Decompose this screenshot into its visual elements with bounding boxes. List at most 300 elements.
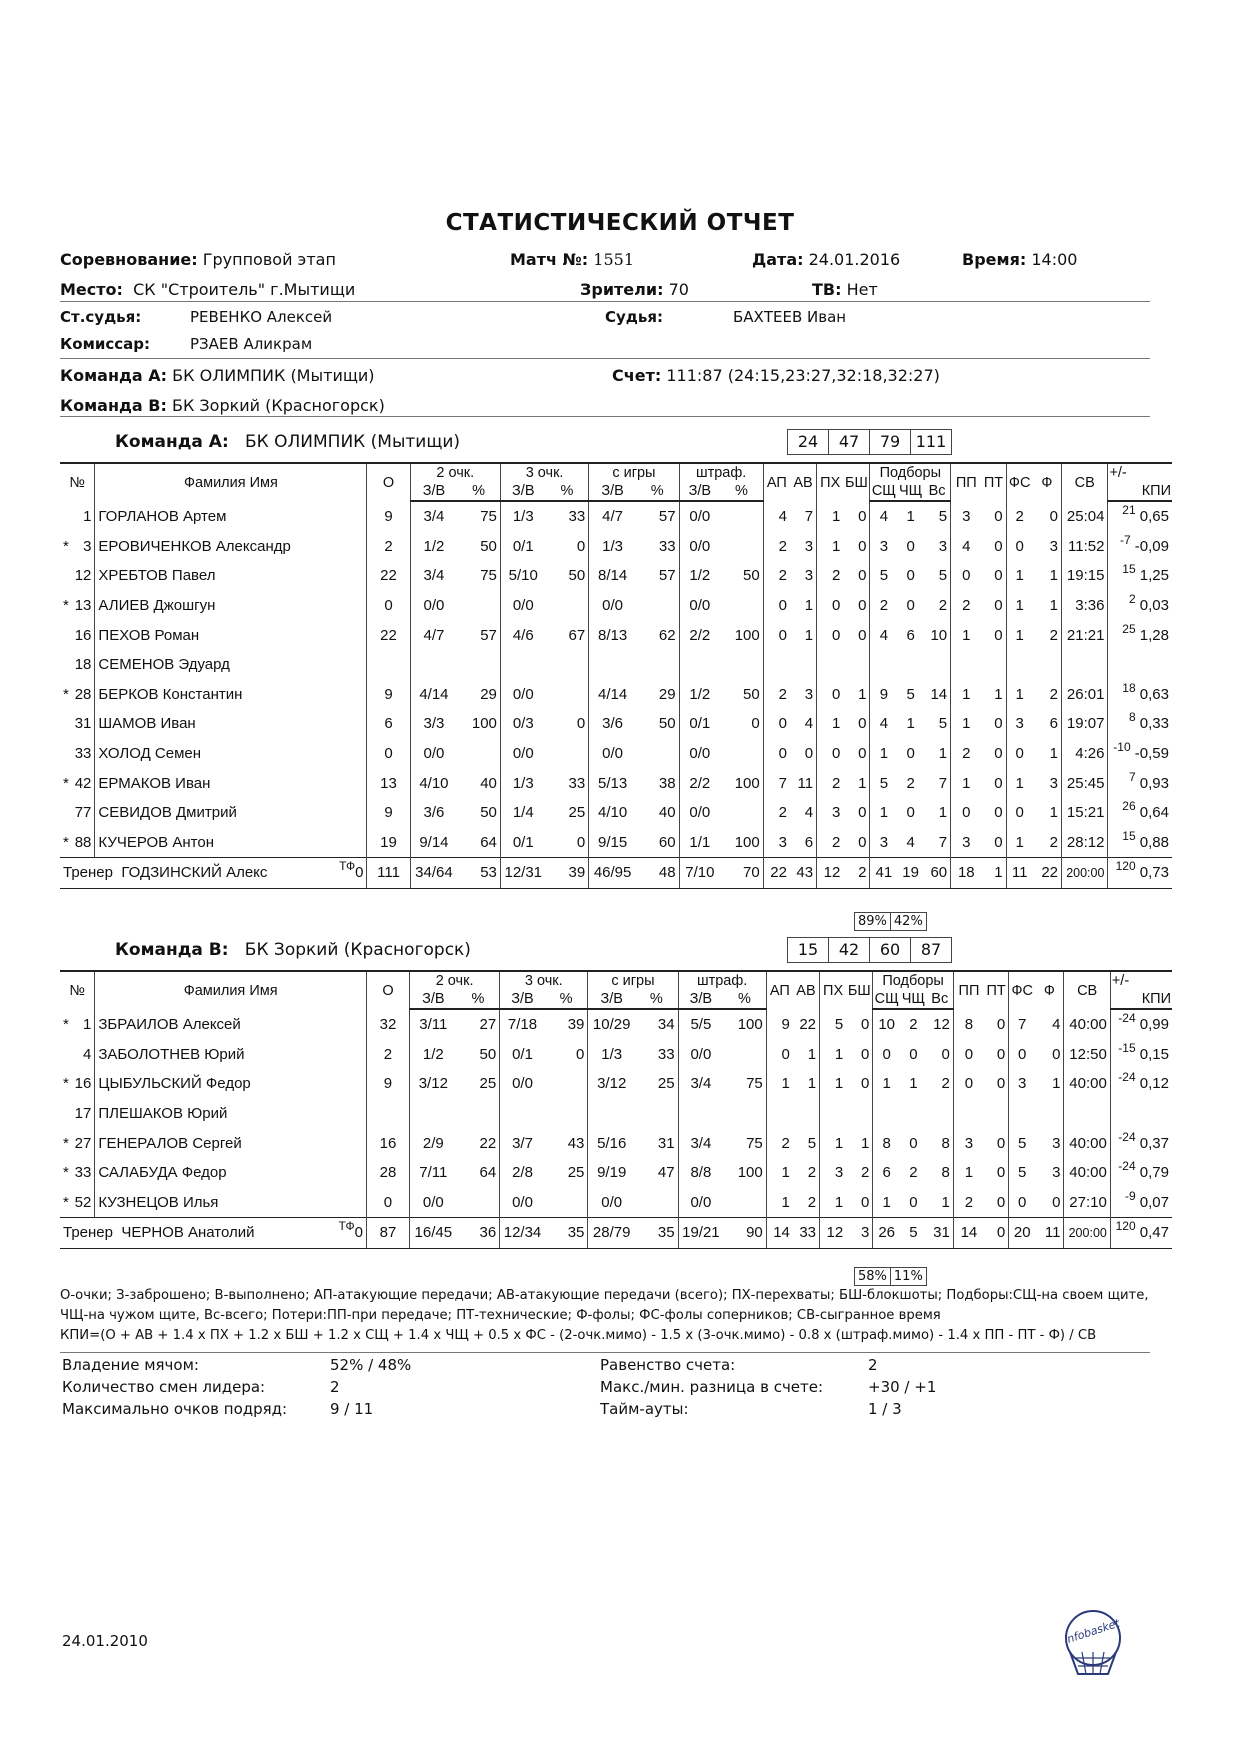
col-num: № [60,463,95,501]
two-pt: 0/0 [410,739,457,769]
two-pt-pct: 75 [480,567,497,585]
coach-cell [60,1218,366,1249]
kpi: 0,12 [1139,1075,1169,1093]
table-row [60,1040,1172,1070]
plus-minus-kpi [1108,709,1172,739]
table-row [60,739,1172,769]
two-pt: 4/14 [410,680,457,710]
two-pt-pct: 40 [480,774,497,792]
two-pt: 2/9 [410,1128,457,1158]
col-ast-total: АВ [790,463,817,501]
col-pts: О [366,971,409,1009]
turnovers-tech: 0 [996,1045,1006,1063]
col-to-pass: ПП [953,971,984,1009]
steals: 5 [820,1009,847,1040]
blocks: 0 [858,537,867,555]
two-pt: 1/2 [410,532,457,562]
assists-total: 2 [807,1193,817,1211]
starter-mark: * [63,1075,69,1093]
free-throws: 0/0 [679,739,720,769]
coach-name: ЧЕРНОВ Анатолий [121,1224,255,1242]
col-to-pass: ПП [951,463,982,501]
three-pt-pct: 39 [567,1016,585,1034]
field-goals-pct: 40 [658,804,676,822]
reb-off: 2 [909,1164,918,1182]
reb-off: 4 [906,833,915,851]
blocks: 0 [858,833,867,851]
blocks [846,1099,873,1129]
turnovers-pass: 2 [953,1188,984,1218]
total-field-goals-pct: 48 [636,858,679,889]
blocks: 0 [860,1193,870,1211]
field-goals: 5/13 [589,768,636,798]
three-pt-pct [545,1069,588,1099]
points: 9 [366,1069,409,1099]
assists: 4 [763,501,790,532]
two-pt-pct: 100 [471,715,497,733]
assists-total: 3 [804,537,814,555]
field-goals-pct: 34 [657,1016,675,1034]
col-blk: БШ [843,463,870,501]
team-b-title-name: БК Зоркий (Красногорск) [244,940,471,960]
points: 22 [367,620,410,650]
place-value: СК "Строитель" г.Мытищи [133,280,356,299]
footer-date: 24.01.2010 [62,1632,148,1650]
table-row [60,709,1172,739]
table-row [60,501,1172,532]
free-throws [679,650,720,680]
turnovers-tech: 0 [994,745,1003,763]
player-name: КУЧЕРОВ Антон [95,828,367,858]
col-reb-def: СЩ [871,483,896,499]
points: 22 [367,561,410,591]
fouls: 2 [1049,833,1058,851]
assists-total: 3 [804,567,814,585]
fouls-drawn: 1 [1006,680,1033,710]
starter-mark: * [63,537,69,555]
reb-def [873,1099,900,1129]
reb-def: 6 [873,1158,900,1188]
fouls: 1 [1052,1075,1061,1093]
legend-line: ЧЩ-на чужом щите, Вс-всего; Потери:ПП-при передаче; ПТ-технические; Ф-фолы; ФС-фолы соперников; СВ-сыгранное время [60,1308,941,1323]
assists-total: 1 [807,1045,817,1063]
fouls: 1 [1049,597,1058,615]
max-diff-value: +30 / +1 [868,1378,937,1396]
field-goals: 5/16 [588,1128,635,1158]
steals: 1 [817,532,844,562]
fouls-drawn: 3 [1009,1069,1036,1099]
field-goals: 1/3 [588,1040,635,1070]
two-pt [410,1099,457,1129]
two-pt-pct: 29 [480,685,497,703]
total-three-pt: 12/31 [500,858,545,889]
col-reb-def: СЩ [874,991,899,1007]
player-name: СЕМЕНОВ Эдуард [95,650,367,680]
field-goals-pct [636,591,679,621]
total-turnovers-tech: 1 [981,858,1006,889]
kpi: 0,15 [1139,1045,1169,1063]
three-pt-pct [546,739,589,769]
total-field-goals-pct: 35 [635,1218,678,1249]
kpi: 0,99 [1139,1016,1169,1034]
three-pt-pct [545,1188,588,1218]
assists-total: 3 [804,685,814,703]
quarter-score: 79 [869,429,911,455]
field-goals: 9/15 [589,828,636,858]
reb-def: 0 [873,1040,900,1070]
team-total-row [60,858,1172,889]
two-pt-pct [457,739,500,769]
team-b-title-label: Команда В: [115,940,229,960]
col-fg-pct: % [636,482,679,501]
three-pt [500,1099,545,1129]
player-num: 1 [83,1015,92,1033]
three-pt: 1/3 [500,501,545,532]
place-label: Место: [60,280,123,299]
plus-minus: -9 [1124,1188,1136,1203]
two-pt: 0/0 [410,1188,457,1218]
total-blocks: 3 [846,1218,873,1249]
minutes: 28:12 [1062,828,1108,858]
reb-def: 9 [870,680,897,710]
plus-minus-kpi [1108,532,1172,562]
field-goals-pct: 38 [658,774,676,792]
table-row [60,1188,1172,1218]
assists-total: 0 [804,745,814,763]
three-pt-pct: 0 [576,833,586,851]
assists-total: 11 [797,774,814,792]
col-ast: АП [766,971,793,1009]
col-ast-total: АВ [793,971,820,1009]
plus-minus: 7 [1128,769,1136,784]
reb-total [924,650,951,680]
two-pt: 7/11 [410,1158,457,1188]
turnovers-pass [951,650,982,680]
team-b-rebound-pct [855,1267,927,1286]
free-throws: 2/2 [679,768,720,798]
lead-changes-label: Количество смен лидера: [62,1378,266,1396]
total-fouls-drawn: 11 [1006,858,1033,889]
two-pt: 4/10 [410,768,457,798]
plus-minus-kpi [1110,1158,1172,1188]
col-reb-tot: Вс [927,990,954,1009]
col-name: Фамилия Имя [95,463,367,501]
turnovers-tech: 0 [994,715,1003,733]
quarter-score: 24 [787,429,829,455]
field-goals: 9/19 [588,1158,635,1188]
player-name: ХРЕБТОВ Павел [95,561,367,591]
fouls-drawn: 0 [1009,1188,1036,1218]
two-pt-pct: 50 [480,804,497,822]
assists-total: 1 [807,1075,817,1093]
fouls: 6 [1049,715,1058,733]
plus-minus: -24 [1118,1011,1136,1026]
player-number [60,1009,95,1040]
blocks: 0 [858,715,867,733]
blocks: 0 [860,1075,870,1093]
reb-def: 4 [870,709,897,739]
turnovers-tech: 0 [996,1134,1006,1152]
total-assists-total: 33 [793,1218,820,1249]
assists: 1 [766,1188,793,1218]
col-reb-off: ЧЩ [901,991,925,1007]
assists: 2 [763,561,790,591]
total-turnovers-pass: 18 [951,858,982,889]
col-two-ma: З/В [410,482,457,501]
free-throws-pct [720,739,763,769]
team-total-row [60,1218,1172,1249]
col-three-ma: З/В [500,482,545,501]
three-pt-pct: 50 [568,567,586,585]
col-two-pct: % [457,990,500,1009]
col-kpi: КПИ [1108,482,1172,501]
quarter-score: 87 [910,937,952,963]
player-number [60,798,95,828]
player-num: 3 [83,537,92,555]
field-goals-pct: 60 [658,833,676,851]
player-num: 18 [74,656,92,674]
player-num: 77 [74,804,92,822]
plus-minus: 25 [1122,621,1136,636]
team-b-quarter-scores [788,937,952,963]
logo-text: infobasket [1062,1616,1122,1647]
team-a-label: Команда А: [60,366,168,385]
reb-off: 2 [906,774,915,792]
free-throws-pct: 100 [737,1016,763,1034]
field-goals: 8/14 [589,561,636,591]
three-pt: 0/0 [500,1069,545,1099]
player-number [60,1158,95,1188]
free-throws: 0/0 [678,1188,723,1218]
kpi: 1,25 [1139,567,1169,585]
minutes: 40:00 [1064,1158,1110,1188]
minutes: 27:10 [1064,1188,1110,1218]
fouls-drawn [1006,650,1033,680]
minutes: 12:50 [1064,1040,1110,1070]
turnovers-pass: 0 [951,798,982,828]
fouls: 1 [1049,745,1058,763]
reb-off: 1 [909,1075,918,1093]
three-pt: 0/0 [500,1188,545,1218]
reb-off: 1 [906,508,915,526]
player-name: ПЛЕШАКОВ Юрий [95,1099,367,1129]
starter-mark: * [63,1193,69,1211]
points: 9 [367,680,410,710]
time-label: Время: [962,250,1027,269]
plus-minus-kpi [1110,1128,1172,1158]
kpi: 1,28 [1139,626,1169,644]
rebound-pct: 89% [854,912,891,931]
fouls-drawn: 1 [1006,768,1033,798]
reb-def: 8 [873,1128,900,1158]
two-pt-pct [457,1099,500,1129]
table-row [60,680,1172,710]
tv-value: Нет [846,280,878,299]
spectators-label: Зрители: [580,280,664,299]
steals: 0 [817,739,844,769]
steals: 1 [820,1069,847,1099]
assists-total: 4 [804,715,814,733]
plus-minus-kpi [1108,561,1172,591]
reb-total: 7 [938,774,948,792]
total-steals: 12 [817,858,844,889]
two-pt-pct [457,650,500,680]
field-goals-pct: 25 [657,1075,675,1093]
tech-foul-value: 0 [354,1224,363,1242]
assists: 1 [766,1069,793,1099]
table-row [60,768,1172,798]
assists-total: 7 [804,507,814,525]
total-reb-def: 41 [870,858,897,889]
points: 9 [367,798,410,828]
three-pt: 4/6 [500,620,545,650]
player-number [60,561,95,591]
free-throws-pct: 100 [734,774,760,792]
fouls: 3 [1052,1164,1061,1182]
assists: 2 [763,532,790,562]
kpi: 0,33 [1139,715,1169,733]
player-number [60,1069,95,1099]
player-number [60,1040,95,1070]
field-goals-pct: 57 [658,508,676,526]
assists-total: 2 [807,1164,817,1182]
team-a-title [115,432,460,452]
total-free-throws: 19/21 [678,1218,723,1249]
reb-def: 3 [870,532,897,562]
turnovers-tech: 0 [996,1075,1006,1093]
minutes: 26:01 [1062,680,1108,710]
turnovers-tech: 0 [996,1015,1006,1033]
free-throws: 0/0 [678,1040,723,1070]
plus-minus-kpi [1108,501,1172,532]
plus-minus-kpi [1110,1009,1172,1040]
assists-total: 1 [804,626,814,644]
two-pt: 0/0 [410,591,457,621]
team-b-title [115,940,471,960]
legend-line: КПИ=(О + АВ + 1.4 х ПХ + 1.2 х БШ + 1.2 х СЩ + 1.4 х ЧЩ + 0.5 х ФС - (2-очк.мимо) - 1.5 х (3-очк.мимо) - 0.8 х (штраф.мимо) - 1.4 х ПП - ПТ - Ф) / СВ [60,1328,1097,1343]
plus-minus-kpi [1108,798,1172,828]
reb-off: 0 [906,597,915,615]
player-num: 28 [74,685,92,703]
reb-total: 14 [930,685,948,703]
player-name: ГОРЛАНОВ Артем [95,501,367,532]
quarter-score: 47 [828,429,870,455]
reb-def: 3 [870,828,897,858]
free-throws: 5/5 [678,1009,723,1040]
steals: 0 [817,591,844,621]
total-reb-def: 26 [873,1218,900,1249]
date-value: 24.01.2016 [808,250,901,269]
col-fg-pct: % [635,990,678,1009]
col-three-ma: З/В [500,990,545,1009]
fouls: 3 [1052,1134,1061,1152]
col-two-ma: З/В [410,990,457,1009]
steals: 1 [820,1128,847,1158]
field-goals [588,1099,635,1129]
reb-total: 3 [938,537,948,555]
fouls: 0 [1052,1045,1061,1063]
three-pt-pct: 25 [568,804,586,822]
plus-minus: 15 [1122,562,1136,577]
points: 13 [367,768,410,798]
reb-def: 1 [873,1069,900,1099]
field-goals: 4/7 [589,501,636,532]
kpi: 0,07 [1139,1193,1169,1211]
reb-total: 5 [938,567,948,585]
free-throws-pct: 100 [734,626,760,644]
player-name: АЛИЕВ Джошгун [95,591,367,621]
player-num: 4 [83,1045,92,1063]
fouls: 0 [1049,507,1058,525]
table-row [60,561,1172,591]
free-throws-pct [720,650,763,680]
legend [60,1286,1150,1346]
chief-ref-label: Ст.судья: [60,308,142,326]
steals: 0 [817,620,844,650]
reb-total: 8 [941,1164,950,1182]
ties-value: 2 [868,1356,878,1374]
col-fg: с игры [589,463,679,482]
minutes: 19:15 [1062,561,1108,591]
turnovers-pass: 3 [953,1128,984,1158]
free-throws-pct: 50 [743,685,760,703]
points: 0 [367,591,410,621]
total-points: 87 [366,1218,409,1249]
field-goals-pct [636,739,679,769]
table-row [60,1128,1172,1158]
free-throws-pct: 100 [734,833,760,851]
match-value: 1551 [593,250,635,269]
three-pt: 0/3 [500,709,545,739]
lead-changes-value: 2 [330,1378,340,1396]
total-reb-total: 31 [927,1218,954,1249]
two-pt [410,650,457,680]
assists: 2 [763,680,790,710]
col-min: СВ [1064,971,1110,1009]
minutes: 25:45 [1062,768,1108,798]
two-pt: 3/6 [410,798,457,828]
three-pt: 2/8 [500,1158,545,1188]
player-num: 12 [74,567,92,585]
kpi: 0,63 [1139,685,1169,703]
assists: 3 [763,828,790,858]
field-goals: 0/0 [588,1188,635,1218]
col-pts: О [367,463,410,501]
header-divider-3 [60,416,1150,417]
reb-off: 2 [909,1016,918,1034]
player-name: ЗБРАИЛОВ Алексей [95,1009,367,1040]
two-pt: 3/12 [410,1069,457,1099]
three-pt-pct: 0 [576,1045,585,1063]
assists-total: 6 [804,833,814,851]
player-name: ГЕНЕРАЛОВ Сергей [95,1128,367,1158]
total-two-pt: 16/45 [410,1218,457,1249]
free-throws: 1/2 [679,680,720,710]
starter-mark: * [63,1164,69,1182]
team-a-quarter-scores [788,429,952,455]
minutes: 11:52 [1062,532,1108,562]
total-kpi: 0,47 [1139,1224,1169,1242]
assists: 0 [763,739,790,769]
minutes: 25:04 [1062,501,1108,532]
date-label: Дата: [752,250,804,269]
total-plus-minus: 120 [1115,859,1136,874]
col-ft-pct: % [720,482,763,501]
reb-off: 0 [906,804,915,822]
steals: 2 [817,768,844,798]
total-field-goals: 28/79 [588,1218,635,1249]
plus-minus: -10 [1113,740,1131,755]
